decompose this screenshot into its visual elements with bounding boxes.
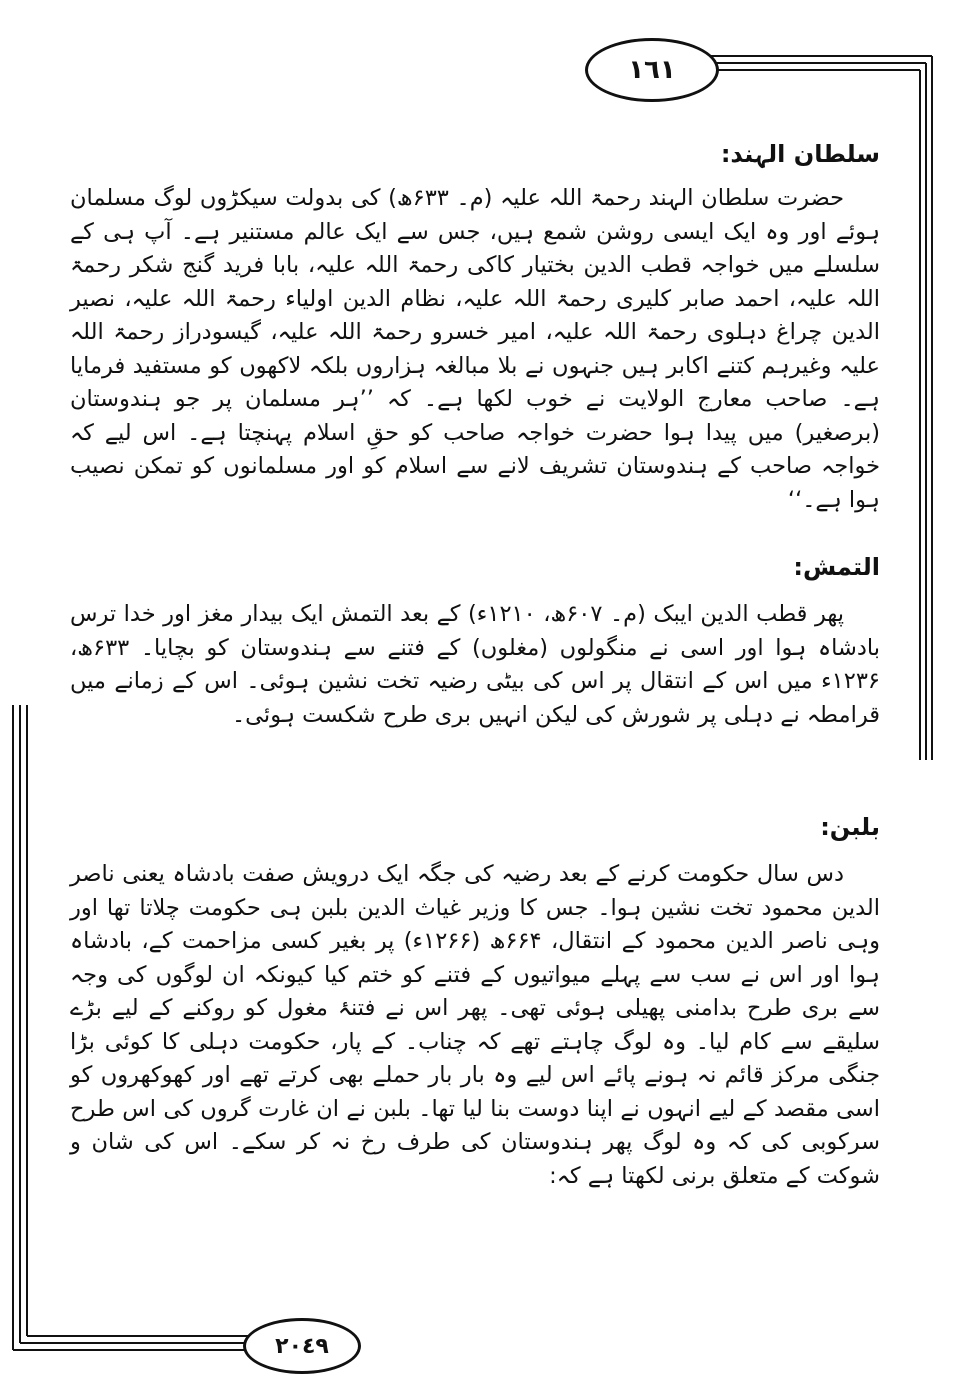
- section-paragraph-balban: [70, 858, 880, 1193]
- section-heading-sultan-ul-hind: سلطان الہند:: [720, 140, 880, 168]
- section-paragraph-iltutmish: [70, 598, 880, 732]
- section-paragraph-sultan-ul-hind: [70, 182, 880, 517]
- page-number-bottom: ٢٠٤٩: [243, 1318, 361, 1374]
- page-number-top: ١٦١: [585, 38, 719, 102]
- section-heading-iltutmish: التمش:: [793, 553, 880, 581]
- section-heading-balban: بلبن:: [820, 813, 880, 841]
- paragraph-text: حضرت سلطان الہند رحمۃ اللہ علیہ (م۔ ۶۳۳ھ) کی بدولت سیکڑوں لوگ مسلمان ہوئے اور وہ ایک ایسی روشن شمع ہیں، جس سے ایک عالم مستنیر ہے۔ آپ ہی کے سلسلے میں خواجہ قطب الدین بختیار کاکی رحمۃ اللہ علیہ، بابا فرید گنج شکر رحمۃ اللہ علیہ، احمد صابر کلیری رحمۃ اللہ علیہ، نظام الدین اولیاء رحمۃ اللہ علیہ، نصیر الدین چراغ دہلوی رحمۃ اللہ علیہ، امیر خسرو رحمۃ اللہ علیہ، گیسودراز رحمۃ اللہ علیہ وغیرہم کتنے اکابر ہیں جنہوں نے بلا مبالغہ ہزاروں بلکہ لاکھوں کو مستفید فرمایا ہے۔ صاحب معارج الولایت نے خوب لکھا ہے۔ کہ ’’ہر مسلمان پر جو ہندوستان (برصغیر) میں پیدا ہوا حضرت خواجہ صاحب کو حقِ اسلام پہنچتا ہے۔ اس لیے کہ خواجہ صاحب کے ہندوستان تشریف لانے سے اسلام کو اور مسلمانوں کو تمکن نصیب ہوا ہے۔‘‘: [70, 185, 880, 513]
- paragraph-text: پھر قطب الدین ایبک (م۔ ۶۰۷ھ، ۱۲۱۰ء) کے بعد التمش ایک بیدار مغز اور خدا ترس بادشاہ ہوا اور اسی نے منگولوں (مغلوں) کے فتنے سے ہندوستان کو بچایا۔ ۶۳۳ھ، ۱۲۳۶ء میں اس کے انتقال پر اس کی بیٹی رضیہ تخت نشین ہوئی۔ اس کے زمانے میں قرامطہ نے دہلی پر شورش کی لیکن انہیں بری طرح شکست ہوئی۔: [70, 601, 880, 728]
- paragraph-text: دس سال حکومت کرنے کے بعد رضیہ کی جگہ ایک درویش صفت بادشاہ یعنی ناصر الدین محمود تخت نشین ہوا۔ جس کا وزیر غیاث الدین بلبن ہی حکومت چلاتا تھا اور وہی ناصر الدین محمود کے انتقال، ۶۶۴ھ (۱۲۶۶ء) پر بغیر کسی مزاحمت کے، بادشاہ ہوا اور اس نے سب سے پہلے میواتیوں کے فتنے کو ختم کیا کیونکہ ان لوگوں کی وجہ سے بری طرح بدامنی پھیلی ہوئی تھی۔ پھر اس نے فتنۂ مغول کو روکنے کے لیے بڑے سلیقے سے کام لیا۔ وہ لوگ چاہتے تھے کہ چناب۔ کے پار، حکومت دہلی کا کوئی بڑا جنگی مرکز قائم نہ ہونے پائے اس لیے وہ بار بار حملے بھی کرتے تھے اور کھوکھروں کو اسی مقصد کے لیے انہوں نے اپنا دوست بنا لیا تھا۔ بلبن نے ان غارت گروں کی اس طرح سرکوبی کی کہ وہ لوگ پھر ہندوستان کی طرف رخ نہ کر سکے۔ اس کی شان و شوکت کے متعلق برنی لکھتا ہے کہ:: [70, 861, 880, 1189]
